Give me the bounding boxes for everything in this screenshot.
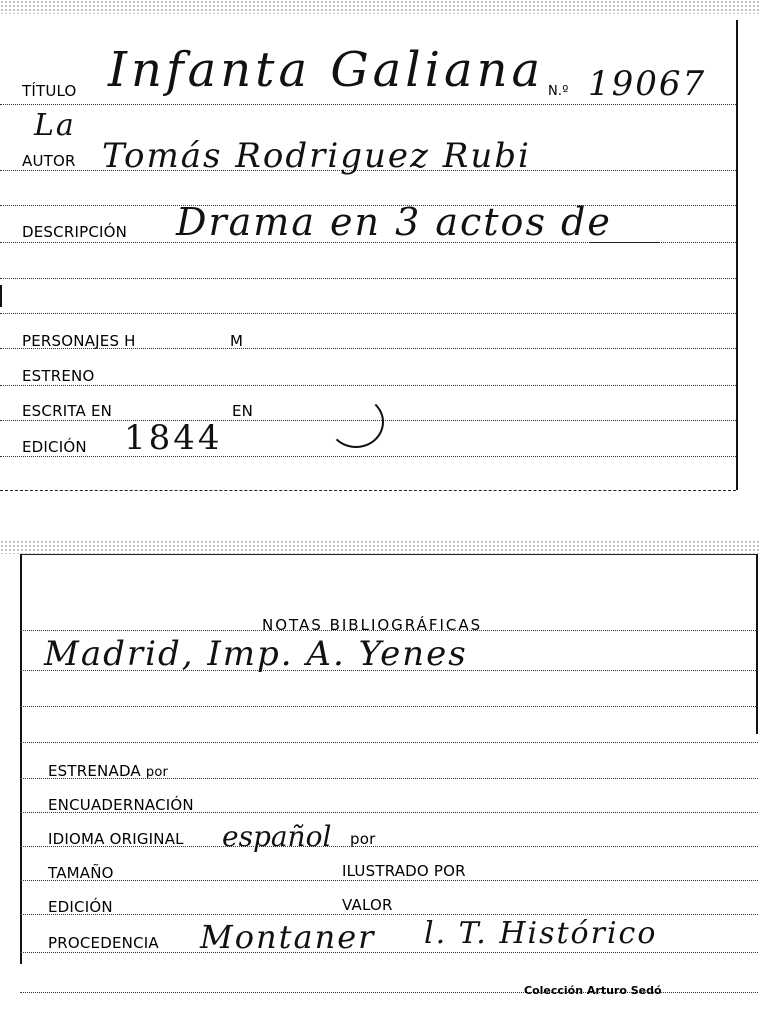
rule	[20, 952, 758, 953]
rule	[20, 742, 758, 743]
rule	[20, 630, 758, 631]
card-top	[20, 554, 758, 555]
idioma-value: español	[222, 820, 332, 853]
stain-mark	[328, 396, 384, 448]
titulo-value: Infanta Galiana	[108, 42, 545, 98]
escrita-label: ESCRITA EN	[22, 402, 113, 420]
valor-label: VALOR	[342, 896, 393, 914]
edicion-value: 1844	[124, 418, 223, 458]
ilustrado-label: ILUSTRADO POR	[342, 862, 466, 880]
descripcion-value: Drama en 3 actos de	[176, 200, 612, 244]
procedencia-label: PROCEDENCIA	[48, 934, 159, 952]
underline	[590, 242, 660, 243]
edicion-label-back: EDICIÓN	[48, 898, 113, 916]
rule	[0, 278, 736, 279]
numero-label: N.º	[548, 84, 569, 99]
card-border-left	[0, 285, 2, 307]
idioma-por: por	[350, 830, 376, 848]
card-border-left	[20, 554, 22, 964]
rule	[0, 104, 736, 105]
card-bottom	[0, 490, 736, 491]
numero-value: 19067	[588, 64, 707, 104]
autor-value: Tomás Rodriguez Rubi	[102, 136, 531, 176]
personajes-m-label: M	[230, 332, 244, 350]
descripcion-label: DESCRIPCIÓN	[22, 223, 128, 241]
edicion-label: EDICIÓN	[22, 438, 87, 456]
titulo-prefix: La	[34, 108, 76, 143]
procedencia-value2: l. T. Histórico	[424, 916, 658, 951]
rule	[0, 313, 736, 314]
titulo-label: TÍTULO	[22, 82, 77, 100]
notas-value: Madrid, Imp. A. Yenes	[44, 634, 468, 674]
estrenada-label: ESTRENADA por	[48, 762, 169, 780]
notas-title: NOTAS BIBLIOGRÁFICAS	[262, 616, 483, 634]
encuadernacion-label: ENCUADERNACIÓN	[48, 796, 194, 814]
rule	[20, 880, 758, 881]
rule	[0, 456, 736, 457]
rule	[20, 914, 758, 915]
tamano-label: TAMAÑO	[48, 864, 114, 882]
rule	[20, 812, 758, 813]
rule	[20, 846, 758, 847]
personajes-label: PERSONAJES H	[22, 332, 136, 350]
catalog-card-back	[0, 540, 759, 1028]
card-border-right	[756, 554, 758, 734]
autor-label: AUTOR	[22, 152, 76, 170]
rule	[20, 706, 758, 707]
card-border-right	[736, 20, 738, 490]
card-edge	[0, 0, 759, 14]
catalog-card-front	[0, 0, 759, 500]
rule	[0, 385, 736, 386]
rule	[20, 670, 758, 671]
procedencia-value: Montaner	[200, 918, 376, 956]
en-label: EN	[232, 402, 254, 420]
estreno-label: ESTRENO	[22, 367, 95, 385]
coleccion-footer: Colección Arturo Sedó	[524, 984, 662, 997]
card-edge	[0, 540, 759, 554]
rule	[20, 778, 758, 779]
idioma-label: IDIOMA ORIGINAL	[48, 830, 184, 848]
